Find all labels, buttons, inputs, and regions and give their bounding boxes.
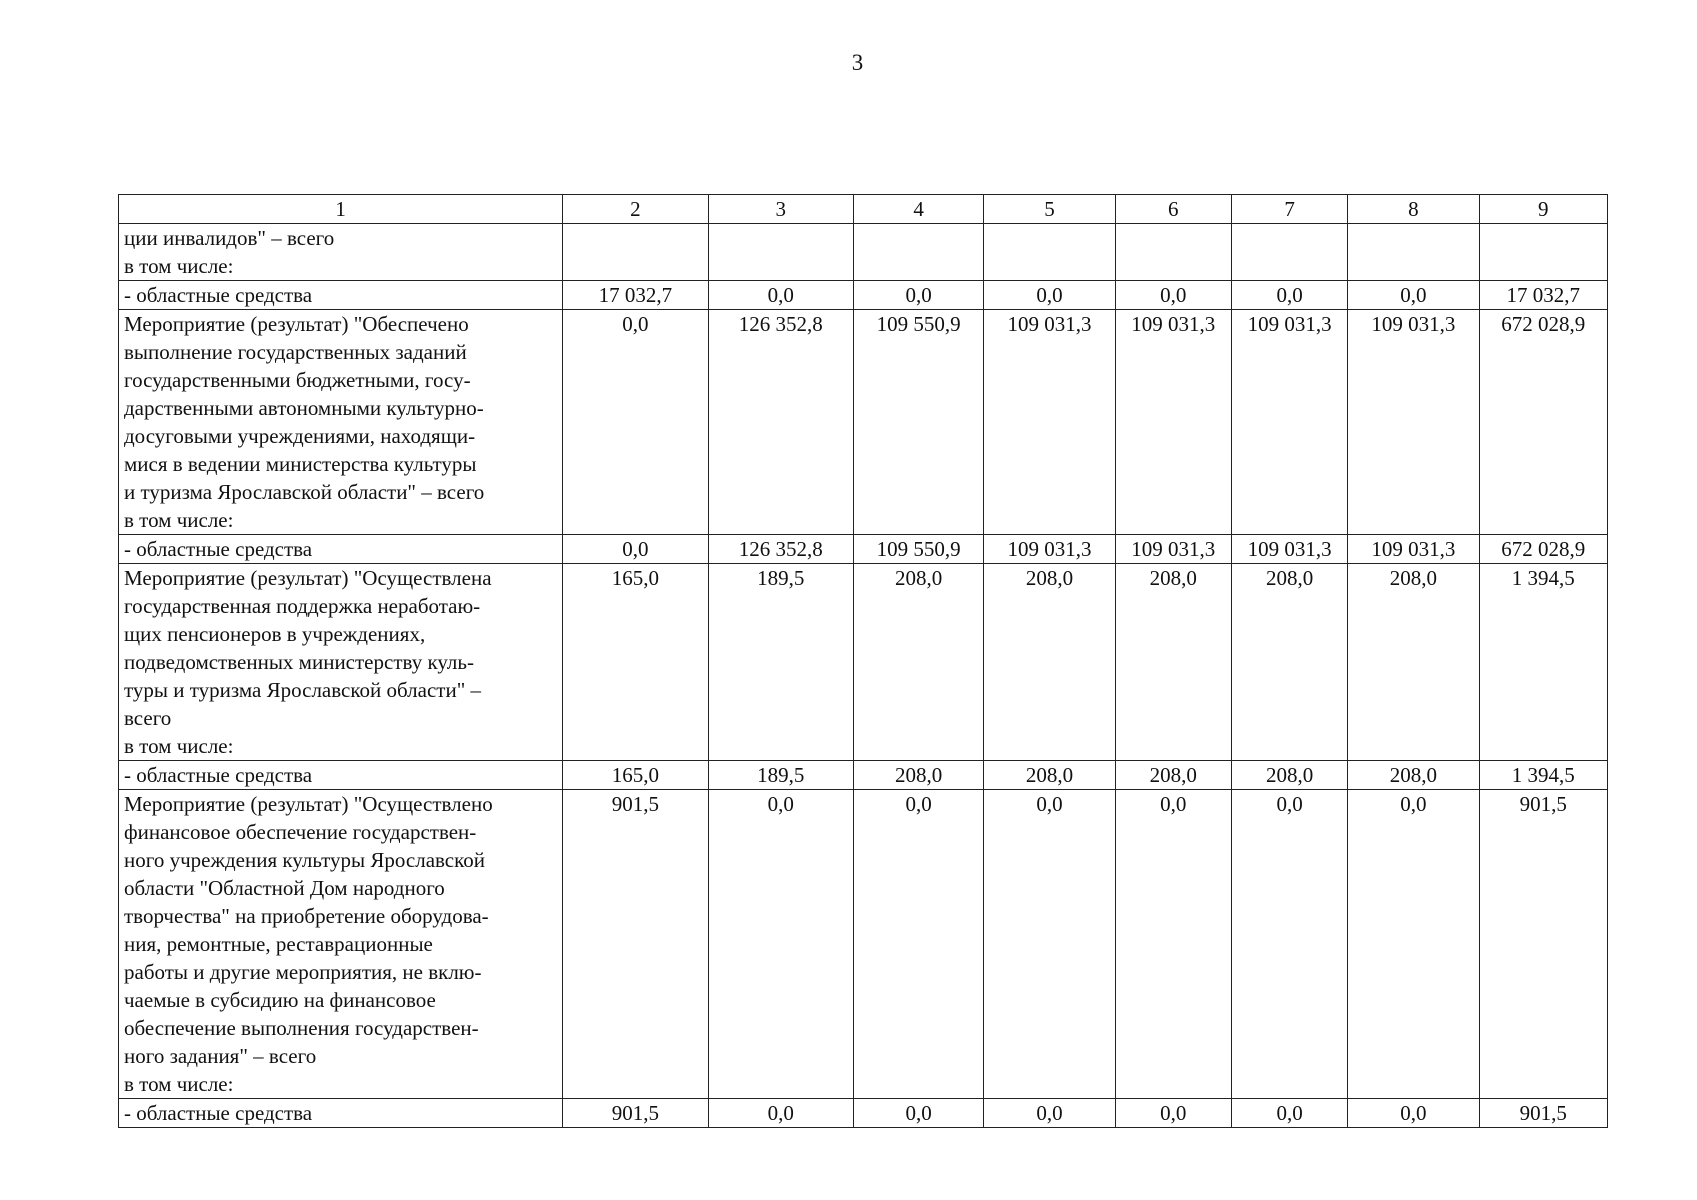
value-cell: 672 028,9 xyxy=(1479,310,1607,535)
value-cell: 0,0 xyxy=(1348,1099,1479,1128)
row-label-line: работы и другие мероприятия, не вклю- xyxy=(124,960,482,984)
row-label xyxy=(119,224,563,281)
row-label xyxy=(119,310,563,535)
row-label xyxy=(119,1099,563,1128)
column-number: 5 xyxy=(984,195,1115,224)
value-cell: 0,0 xyxy=(708,1099,853,1128)
value-cell: 901,5 xyxy=(1479,1099,1607,1128)
table-row xyxy=(119,310,1608,535)
row-label-line: ного учреждения культуры Ярославской xyxy=(124,848,485,872)
value-cell: 109 031,3 xyxy=(1231,310,1347,535)
row-label-line: щих пенсионеров в учреждениях, xyxy=(124,622,426,646)
value-cell: 0,0 xyxy=(853,281,983,310)
value-cell: 0,0 xyxy=(708,281,853,310)
value-cell: 0,0 xyxy=(1115,281,1231,310)
row-label-line: в том числе: xyxy=(124,734,234,758)
row-label-line: дарственными автономными культурно- xyxy=(124,396,484,420)
budget-table xyxy=(118,194,1608,1128)
table-row xyxy=(119,535,1608,564)
value-cell: 0,0 xyxy=(984,790,1115,1099)
row-label-line: - областные средства xyxy=(124,537,313,561)
row-label-line: в том числе: xyxy=(124,508,234,532)
column-number: 6 xyxy=(1115,195,1231,224)
value-cell xyxy=(563,224,708,281)
value-cell: 208,0 xyxy=(984,761,1115,790)
value-cell: 0,0 xyxy=(1231,1099,1347,1128)
row-label-line: обеспечение выполнения государствен- xyxy=(124,1016,479,1040)
value-cell: 109 031,3 xyxy=(984,310,1115,535)
value-cell xyxy=(1479,224,1607,281)
value-cell: 208,0 xyxy=(984,564,1115,761)
value-cell: 109 550,9 xyxy=(853,310,983,535)
value-cell: 0,0 xyxy=(708,790,853,1099)
value-cell: 901,5 xyxy=(1479,790,1607,1099)
value-cell: 672 028,9 xyxy=(1479,535,1607,564)
row-label-line: - областные средства xyxy=(124,1101,313,1125)
value-cell: 0,0 xyxy=(1348,281,1479,310)
value-cell: 208,0 xyxy=(1115,564,1231,761)
value-cell: 0,0 xyxy=(563,535,708,564)
row-label-line: Мероприятие (результат) "Обеспечено xyxy=(124,312,469,336)
table-row xyxy=(119,281,1608,310)
row-label xyxy=(119,535,563,564)
row-label-line: - областные средства xyxy=(124,283,313,307)
value-cell: 165,0 xyxy=(563,761,708,790)
row-label-line: государственная поддержка неработаю- xyxy=(124,594,481,618)
column-number-row xyxy=(119,195,1608,224)
table-row xyxy=(119,790,1608,1099)
row-label-line: мися в ведении министерства культуры xyxy=(124,452,477,476)
row-label-line: творчества" на приобретение оборудова- xyxy=(124,904,489,928)
row-label-line: и туризма Ярославской области" – всего xyxy=(124,480,485,504)
table-body xyxy=(119,195,1608,1128)
value-cell: 109 031,3 xyxy=(1348,310,1479,535)
value-cell xyxy=(1231,224,1347,281)
row-label-line: ного задания" – всего xyxy=(124,1044,317,1068)
value-cell: 208,0 xyxy=(1231,564,1347,761)
row-label-line: выполнение государственных заданий xyxy=(124,340,467,364)
row-label-line: в том числе: xyxy=(124,1072,234,1096)
value-cell: 0,0 xyxy=(563,310,708,535)
value-cell: 0,0 xyxy=(1115,790,1231,1099)
row-label xyxy=(119,564,563,761)
value-cell: 0,0 xyxy=(1231,790,1347,1099)
value-cell: 109 031,3 xyxy=(1115,310,1231,535)
row-label-line: области "Областной Дом народного xyxy=(124,876,445,900)
value-cell: 208,0 xyxy=(853,761,983,790)
value-cell: 109 031,3 xyxy=(1231,535,1347,564)
row-label-line: ции инвалидов" – всего xyxy=(124,226,335,250)
value-cell: 208,0 xyxy=(1348,564,1479,761)
row-label-line: досуговыми учреждениями, находящи- xyxy=(124,424,476,448)
value-cell: 165,0 xyxy=(563,564,708,761)
row-label-line: туры и туризма Ярославской области" – xyxy=(124,678,482,702)
value-cell: 901,5 xyxy=(563,1099,708,1128)
value-cell xyxy=(1348,224,1479,281)
value-cell: 189,5 xyxy=(708,761,853,790)
value-cell: 208,0 xyxy=(1115,761,1231,790)
table-row xyxy=(119,1099,1608,1128)
value-cell: 208,0 xyxy=(1348,761,1479,790)
value-cell: 0,0 xyxy=(853,790,983,1099)
value-cell: 17 032,7 xyxy=(1479,281,1607,310)
value-cell: 0,0 xyxy=(1115,1099,1231,1128)
value-cell xyxy=(984,224,1115,281)
value-cell xyxy=(853,224,983,281)
column-number: 3 xyxy=(708,195,853,224)
value-cell: 1 394,5 xyxy=(1479,564,1607,761)
row-label-line: финансовое обеспечение государствен- xyxy=(124,820,477,844)
column-number: 8 xyxy=(1348,195,1479,224)
value-cell: 17 032,7 xyxy=(563,281,708,310)
value-cell: 1 394,5 xyxy=(1479,761,1607,790)
table-row xyxy=(119,224,1608,281)
row-label-line: подведомственных министерству куль- xyxy=(124,650,474,674)
value-cell xyxy=(1115,224,1231,281)
value-cell: 208,0 xyxy=(1231,761,1347,790)
column-number: 4 xyxy=(853,195,983,224)
column-number: 1 xyxy=(119,195,563,224)
value-cell: 189,5 xyxy=(708,564,853,761)
row-label-line: чаемые в субсидию на финансовое xyxy=(124,988,436,1012)
value-cell: 109 031,3 xyxy=(1115,535,1231,564)
value-cell: 0,0 xyxy=(853,1099,983,1128)
row-label xyxy=(119,281,563,310)
value-cell: 0,0 xyxy=(984,281,1115,310)
row-label-line: Мероприятие (результат) "Осуществлено xyxy=(124,792,493,816)
table-row xyxy=(119,564,1608,761)
row-label xyxy=(119,761,563,790)
value-cell: 109 031,3 xyxy=(984,535,1115,564)
value-cell: 109 550,9 xyxy=(853,535,983,564)
value-cell: 0,0 xyxy=(1348,790,1479,1099)
table-row xyxy=(119,761,1608,790)
page-number: 3 xyxy=(851,50,864,75)
value-cell: 901,5 xyxy=(563,790,708,1099)
row-label-line: ния, ремонтные, реставрационные xyxy=(124,932,433,956)
row-label xyxy=(119,790,563,1099)
value-cell xyxy=(708,224,853,281)
row-label-line: государственными бюджетными, госу- xyxy=(124,368,471,392)
row-label-line: всего xyxy=(124,706,172,730)
value-cell: 208,0 xyxy=(853,564,983,761)
column-number: 7 xyxy=(1231,195,1347,224)
row-label-line: Мероприятие (результат) "Осуществлена xyxy=(124,566,492,590)
value-cell: 0,0 xyxy=(1231,281,1347,310)
value-cell: 126 352,8 xyxy=(708,310,853,535)
column-number: 2 xyxy=(563,195,708,224)
value-cell: 0,0 xyxy=(984,1099,1115,1128)
column-number: 9 xyxy=(1479,195,1607,224)
row-label-line: - областные средства xyxy=(124,763,313,787)
value-cell: 126 352,8 xyxy=(708,535,853,564)
value-cell: 109 031,3 xyxy=(1348,535,1479,564)
row-label-line: в том числе: xyxy=(124,254,234,278)
